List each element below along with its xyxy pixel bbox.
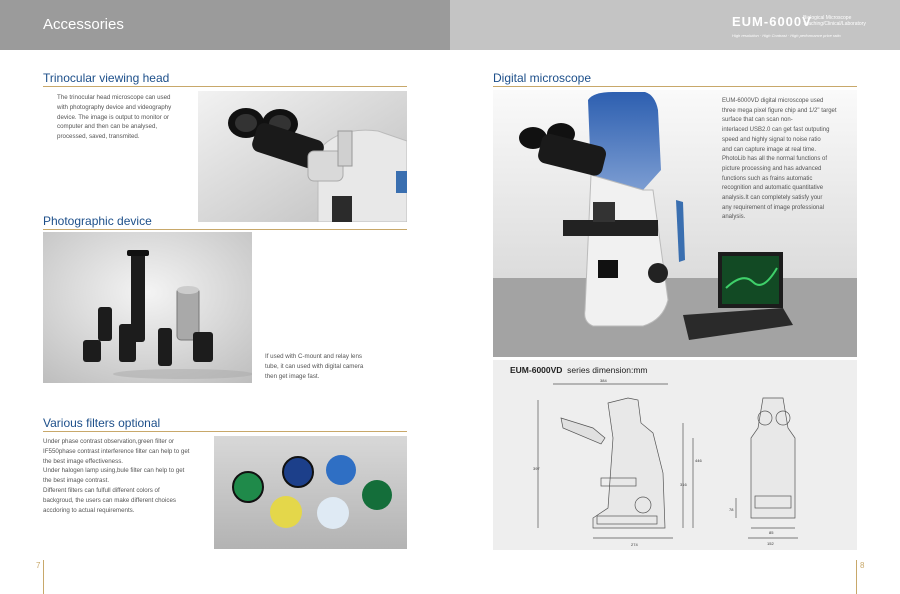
filters-title: Various filters optional: [43, 416, 161, 430]
trinocular-rule: [43, 86, 407, 87]
filters-photo: [214, 436, 407, 549]
trinocular-text: The trinocular head microscope can used with photography device and videography device. The image is output to monitor or computer and then can be analysed, processed, saved, transmited.: [57, 94, 172, 141]
digital-title: Digital microscope: [493, 71, 592, 85]
dim-label-397: 397: [533, 466, 540, 471]
page-number-left: 7: [36, 561, 41, 570]
dim-label-274: 274: [631, 542, 638, 547]
left-edge-line: [43, 560, 44, 594]
right-edge-line: [856, 560, 857, 594]
digital-text: EUM-6000VD digital microscope used three mega pixel figure chip and 1/2" target surface that can scan non- interlaced USB2.0 can get fast outputing speed and highly signal to noise ratio and can capture image at real time. PhotoLib has all the normal functions of picture processing and has advanced functions such as frains automatic recognition and automatic quantitative analysis.It can completely satisfy your any requirement of image professional analysis.: [722, 98, 837, 221]
dim-label-316: 316: [680, 482, 687, 487]
dim-label-152: 152: [767, 541, 774, 546]
trinocular-title: Trinocular viewing head: [43, 71, 170, 85]
filters-rule: [43, 431, 407, 432]
trinocular-head-photo: [198, 91, 407, 222]
page-number-right: 8: [860, 561, 865, 570]
filters-text: Under phase contrast observation,green filter or IF550phase contrast interference filter can help to get the best image effectiveness. Under halogen lamp using,bule filter can help to get the best image contrast. Different filters can fulfull different colors of backgroud, the users can make different choices accdoring to actual requirements.: [43, 438, 190, 514]
photographic-text: If used with C-mount and relay lens tube, it can used with digital camera then get image fast.: [265, 353, 364, 380]
dimension-drawing: [493, 378, 857, 550]
dim-label-78: 78: [729, 507, 734, 512]
dim-label-85: 85: [769, 530, 774, 535]
brand-subtitle: Biological Microscope Teaching/Clinical/Laboratory: [803, 15, 866, 27]
photographic-title: Photographic device: [43, 214, 152, 228]
page-title: Accessories: [43, 16, 124, 33]
photographic-rule: [43, 229, 407, 230]
dim-label-384: 384: [600, 378, 607, 383]
dim-label-446: 446: [695, 458, 702, 463]
photographic-device-photo: [43, 232, 252, 383]
digital-rule: [493, 86, 857, 87]
dimension-title: EUM-6000VD series dimension:mm: [510, 365, 648, 375]
brand-name: EUM-6000V: [732, 14, 812, 29]
brand-tagline: High resolution · High Contrast · High performance price ratio: [732, 33, 841, 38]
